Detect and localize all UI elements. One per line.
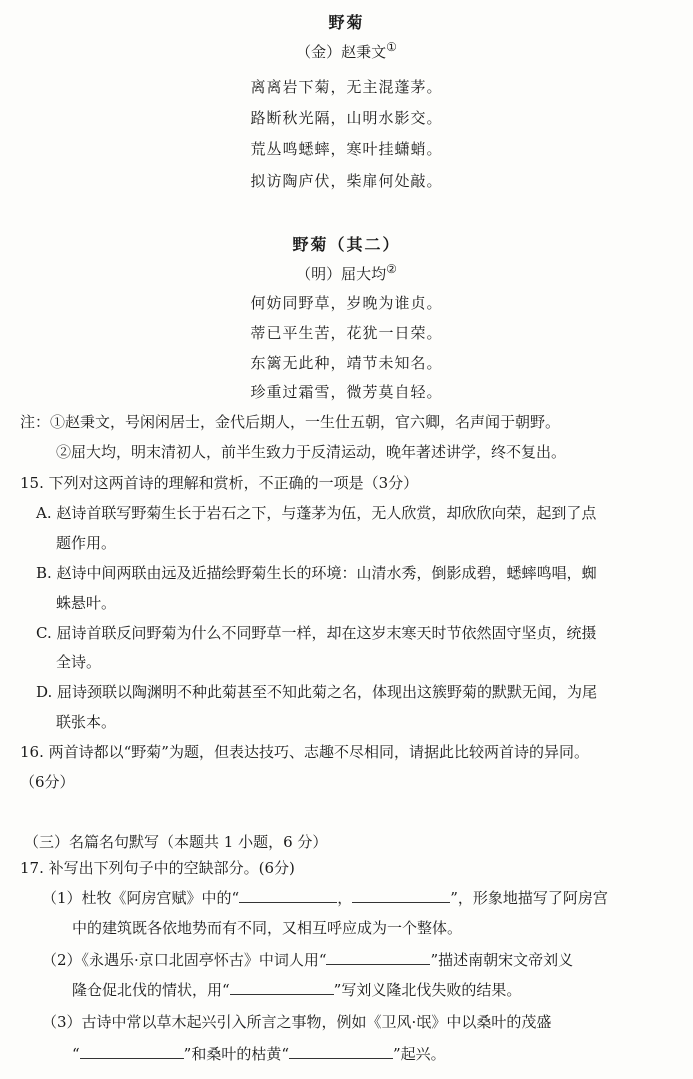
q15-option-b: B. 赵诗中间两联由远及近描绘野菊生长的环境：山清水秀，倒影成碧，蟋蟀鸣唱，蜘 [36, 564, 597, 582]
q15-option-a: A. 赵诗首联写野菊生长于岩石之下，与蓬茅为伍，无人欣赏，却欣欣向荣，起到了点 [36, 504, 597, 522]
q17-3-blank-a[interactable] [80, 1044, 184, 1059]
q15-option-c: C. 屈诗首联反问野菊为什么不同野草一样，却在这岁末寒天时节依然固守坚贞，统摄 [36, 624, 597, 642]
q15-option-d-cont: 联张本。 [56, 713, 117, 731]
q17-item-3-line-2 [72, 1044, 446, 1065]
q17-item-1-line-2: 中的建筑既各依地势而有不同，又相互呼应成为一个整体。 [72, 919, 463, 937]
poem1-author-text: （金）赵秉文 [296, 43, 387, 61]
q17-2b-pre: 隆仓促北伐的情状，用“ [72, 981, 230, 999]
note-1: 注：①赵秉文，号闲闲居士，金代后期人，一生仕五朝，官六卿，名声闻于朝野。 [20, 413, 561, 431]
poem1-line-2: 路断秋光隔，山明水影交。 [250, 109, 443, 127]
q17-1-blank-b[interactable] [352, 888, 450, 903]
q17-3-pre: “ [72, 1045, 80, 1063]
poem2-title: 野菊（其二） [292, 235, 401, 254]
poem1-line-1: 离离岩下菊，无主混蓬茅。 [250, 78, 443, 96]
q17-item-2-line-1 [42, 950, 573, 971]
poem2-line-2: 蒂已平生苦，花犹一日荣。 [250, 324, 443, 342]
q17-1-pre: （1）杜牧《阿房宫赋》中的“ [42, 889, 240, 907]
q17-item-2-line-2 [72, 980, 521, 1001]
q17-3-post: ”起兴。 [393, 1045, 446, 1063]
q16-line-1: 16. 两首诗都以“野菊”为题，但表达技巧、志趣不尽相同，请据此比较两首诗的异同。 [20, 743, 589, 761]
q15-stem: 15. 下列对这两首诗的理解和赏析，不正确的一项是（3分） [20, 474, 419, 492]
q17-2-post: ”描述南朝宋文帝刘义 [430, 951, 574, 969]
poem2-author [0, 262, 693, 284]
poem1-author-mark: ① [386, 40, 397, 54]
q17-2-pre: （2）《永遇乐·京口北固亭怀古》中词人用“ [42, 951, 327, 969]
poem2-line-1: 何妨同野草，岁晚为谁贞。 [250, 294, 443, 312]
q16-line-2: （6分） [20, 773, 75, 791]
poem1-line-3: 荒丛鸣蟋蟀，寒叶挂蟏蛸。 [250, 140, 443, 158]
note-2: ②屈大均，明末清初人，前半生致力于反清运动，晚年著述讲学，终不复出。 [56, 443, 567, 461]
q17-stem: 17. 补写出下列句子中的空缺部分。(6分) [20, 859, 295, 877]
q17-1-blank-a[interactable] [239, 888, 337, 903]
q15-option-d: D. 屈诗颈联以陶渊明不种此菊甚至不知此菊之名，体现出这簇野菊的默默无闻，为尾 [36, 683, 598, 701]
q15-option-a-cont: 题作用。 [56, 534, 117, 552]
poem2-author-mark: ② [386, 262, 397, 276]
q15-option-b-cont: 蛛悬叶。 [56, 594, 117, 612]
poem2-author-text: （明）屈大均 [296, 265, 387, 283]
poem2-line-4: 珍重过霜雪，微芳莫自轻。 [250, 383, 443, 401]
q15-option-c-cont: 全诗。 [56, 653, 102, 671]
q17-2-blank-b[interactable] [230, 980, 334, 995]
poem1-title: 野菊 [328, 13, 365, 32]
q17-item-3-line-1: （3）古诗中常以草木起兴引入所言之事物，例如《卫风·氓》中以桑叶的茂盛 [42, 1013, 552, 1031]
q17-2-blank-a[interactable] [326, 950, 430, 965]
poem2-line-3: 东篱无此种，靖节未知名。 [250, 354, 443, 372]
q17-item-1-line-1 [42, 888, 608, 909]
q17-2b-post: ”写刘义隆北伐失败的结果。 [333, 981, 522, 999]
poem1-author [0, 40, 693, 62]
q17-1-post: ”，形象地描写了阿房宫 [450, 889, 608, 907]
q17-3-blank-b[interactable] [289, 1044, 393, 1059]
section3-heading: （三）名篇名句默写（本题共 1 小题，6 分） [24, 833, 328, 851]
q17-3-mid: ”和桑叶的枯黄“ [183, 1045, 290, 1063]
q17-1-mid: ， [337, 889, 353, 907]
poem1-line-4: 拟访陶庐伏，柴扉何处敲。 [250, 172, 443, 190]
